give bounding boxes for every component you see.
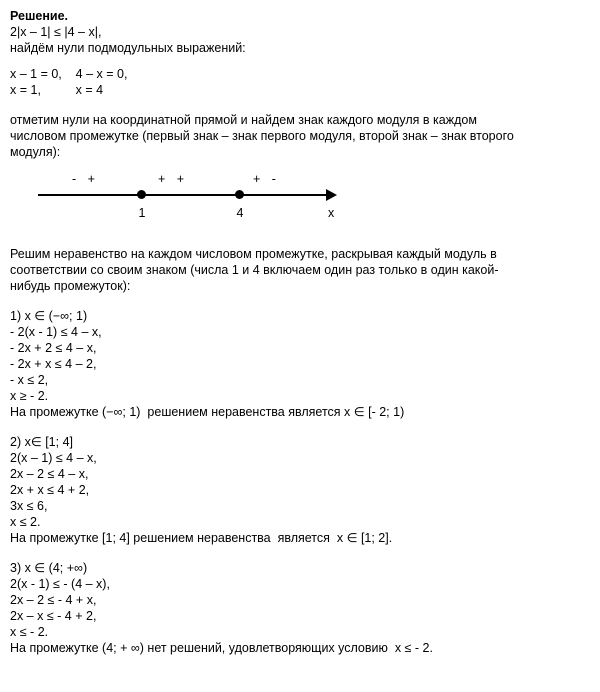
solution-heading: Решение. — [10, 9, 69, 23]
block-case-3 — [10, 560, 590, 656]
spacer — [10, 294, 590, 308]
text-line: На промежутке (−∞; 1) решением неравенства является x ∈ [- 2; 1) — [10, 405, 405, 419]
point-marker-1 — [137, 190, 146, 199]
text-line: 1) x ∈ (−∞; 1) — [10, 309, 88, 323]
axis-label-x: x — [328, 206, 335, 220]
block-roots — [10, 66, 590, 98]
text-line: 2x – x ≤ - 4 + 2, — [10, 609, 97, 623]
text-line: - 2(x - 1) ≤ 4 – x, — [10, 325, 102, 339]
text-line: - x ≤ 2, — [10, 373, 49, 387]
text-line: 2x – 2 ≤ - 4 + x, — [10, 593, 97, 607]
spacer — [10, 98, 590, 112]
text-line: отметим нули на координатной прямой и найдем знак каждого модуля в каждом — [10, 113, 477, 127]
text-line: 3) x ∈ (4; +∞) — [10, 561, 88, 575]
text-line: 2x + x ≤ 4 + 2, — [10, 483, 90, 497]
block-case-2 — [10, 434, 590, 546]
text-line: 2) x∈ [1; 4] — [10, 435, 73, 449]
spacer — [10, 546, 590, 560]
text-line: На промежутке [1; 4] решением неравенства является x ∈ [1; 2]. — [10, 531, 393, 545]
axis-line — [38, 194, 328, 196]
spacer — [10, 236, 590, 246]
text-line: числовом промежутке (первый знак – знак первого модуля, второй знак – знак второго — [10, 129, 514, 143]
text-line: - 2x + 2 ≤ 4 – x, — [10, 341, 97, 355]
tick-label-2: 4 — [236, 206, 244, 220]
text-line: Решим неравенство на каждом числовом промежутке, раскрывая каждый модуль в — [10, 247, 497, 261]
spacer — [10, 420, 590, 434]
text-line: соответствии со своим знаком (числа 1 и 4 включаем один раз только в один какой- — [10, 263, 499, 277]
text-line: x ≤ - 2. — [10, 625, 49, 639]
sign-group-1: - + — [72, 172, 99, 186]
point-marker-2 — [235, 190, 244, 199]
axis-arrow-icon — [326, 189, 337, 201]
sign-group-3: + - — [253, 172, 280, 186]
text-line: 2(x - 1) ≤ - (4 – x), — [10, 577, 110, 591]
text-line: 2x – 2 ≤ 4 – x, — [10, 467, 89, 481]
sign-group-2: + + — [158, 172, 189, 186]
tick-label-1: 1 — [138, 206, 146, 220]
text-line: x – 1 = 0, 4 – x = 0, — [10, 67, 128, 81]
text-line: 3x ≤ 6, — [10, 499, 48, 513]
block-case-1 — [10, 308, 590, 420]
text-line: На промежутке (4; + ∞) нет решений, удовлетворяющих условию x ≤ - 2. — [10, 641, 433, 655]
spacer — [10, 56, 590, 66]
block-method — [10, 246, 590, 294]
text-line: x ≤ 2. — [10, 515, 41, 529]
number-line-figure — [10, 164, 590, 234]
text-line: - 2x + x ≤ 4 – 2, — [10, 357, 97, 371]
text-line: x = 1, x = 4 — [10, 83, 104, 97]
text-line: модуля): — [10, 145, 61, 159]
block-marking-instructions — [10, 112, 590, 160]
text-line: нибудь промежуток): — [10, 279, 131, 293]
text-line: 2(x – 1) ≤ 4 – x, — [10, 451, 97, 465]
text-line: 2|x – 1| ≤ |4 – x|, — [10, 25, 102, 39]
block-statement — [10, 24, 590, 56]
text-line: найдём нули подмодульных выражений: — [10, 41, 246, 55]
text-line: x ≥ - 2. — [10, 389, 49, 403]
